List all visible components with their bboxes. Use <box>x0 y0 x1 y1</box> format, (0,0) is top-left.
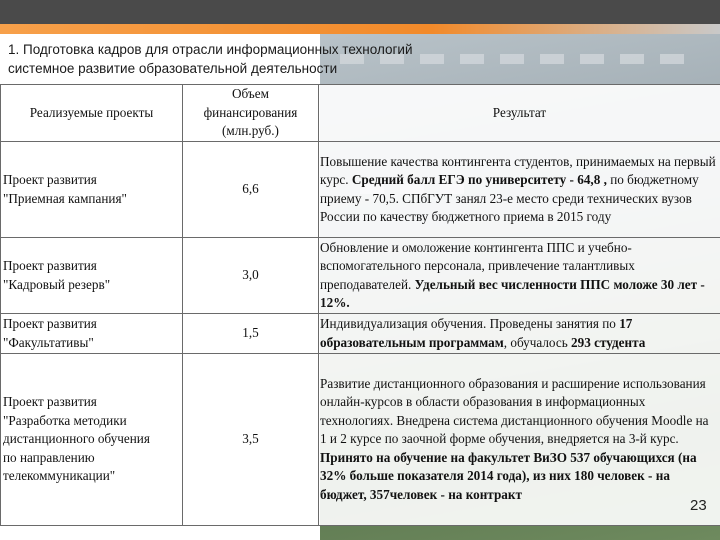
header-result: Результат <box>319 85 720 142</box>
result-cell: Повышение качества контингента студентов, принимаемых на первый курс. Средний балл ЕГЭ по университету - 64,8 , по бюджетному приему - 70,5. СПбГУТ занял 23-е место среди технических вузов России по качеству бюджетного приема в 2015 году <box>319 142 720 238</box>
header-funding: Объем финансирования (млн.руб.) <box>183 85 319 142</box>
amount-cell: 6,6 <box>183 142 319 238</box>
slide-title-line1: 1. Подготовка кадров для отрасли информационных технологий <box>8 42 413 57</box>
project-cell: Проект развития "Кадровый резерв" <box>1 238 183 314</box>
result-cell: Индивидуализация обучения. Проведены занятия по 17 образовательным программам, обучалось 293 студента <box>319 314 720 354</box>
project-cell: Проект развития "Приемная кампания" <box>1 142 183 238</box>
table-header-row <box>1 85 720 142</box>
amount-cell: 1,5 <box>183 314 319 354</box>
amount-cell: 3,5 <box>183 354 319 526</box>
projects-table <box>0 84 720 526</box>
result-cell: Развитие дистанционного образования и расширение использования онлайн-курсов в области образования в информационных технологиях. Внедрена система дистанционного обучения Moodle на 1 и 2 курсе по заочной форме обучения, внедряется на 3-й курс. Принято на обучение на факультет ВиЗО 537 обучающихся (на 32% больше показателя 2014 года), из них 180 человек - на бюджет, 357человек - на контракт <box>319 354 720 526</box>
result-cell: Обновление и омоложение контингента ППС и учебно-вспомогательного персонала, привлечение талантливых преподавателей. Удельный вес численности ППС моложе 30 лет - 12%. <box>319 238 720 314</box>
project-cell: Проект развития "Факультативы" <box>1 314 183 354</box>
project-cell: Проект развития "Разработка методики дистанционного обучения по направлению телекоммуникации" <box>1 354 183 526</box>
page-number: 23 <box>690 497 707 514</box>
slide-title-line2: системное развитие образовательной деятельности <box>8 61 338 76</box>
header-projects: Реализуемые проекты <box>1 85 183 142</box>
slide-accent-stripe <box>0 24 720 34</box>
table-row <box>1 238 720 314</box>
table-row <box>1 354 720 526</box>
table-row <box>1 314 720 354</box>
table-row <box>1 142 720 238</box>
amount-cell: 3,0 <box>183 238 319 314</box>
slide-heading <box>8 40 568 78</box>
slide-top-bar <box>0 0 720 24</box>
